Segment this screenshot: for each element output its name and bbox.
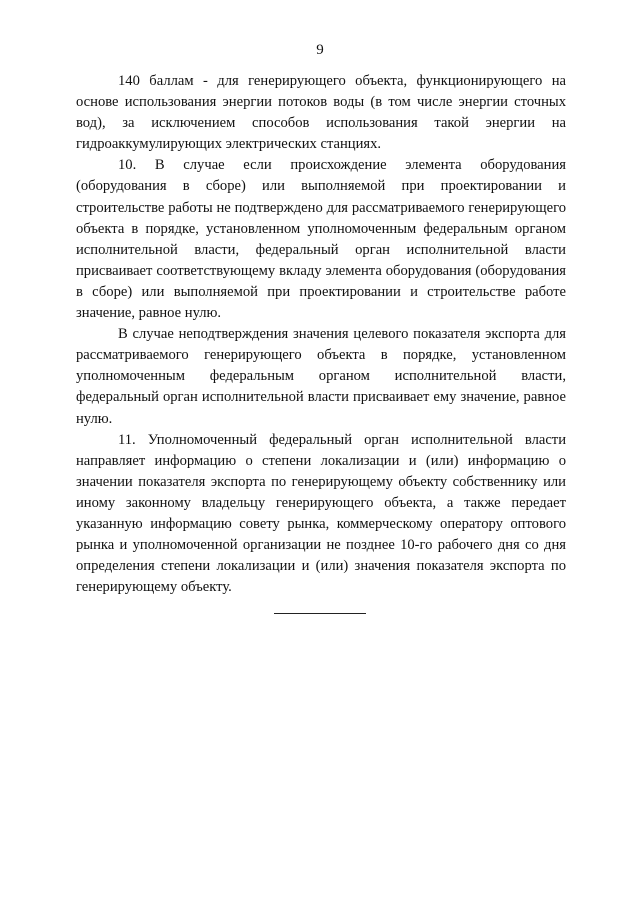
paragraph-10-unconfirmed-origin: 10. В случае если происхождение элемента оборудования (оборудования в сборе) или выполняемой при проектировании и строительстве работы не подтверждено для рассматриваемого генерирующего объекта в порядке, установленном уполномоченным федеральным органом исполнительной власти, федеральный орган исполнительной власти присваивает соответствующему вкладу элемента оборудования (оборудования в сборе) или выполняемой при проектировании и строительстве работе значение, равное нулю. bbox=[76, 157, 566, 322]
document-body bbox=[76, 71, 566, 598]
paragraph-localization-score-hydro: 140 баллам - для генерирующего объекта, функционирующего на основе использования энергии потоков воды (в том числе энергии сточных вод), за исключением способов использования такой энергии на гидроаккумулирующих электрических станциях. bbox=[76, 73, 566, 153]
page-number: 9 bbox=[316, 42, 324, 58]
paragraph-unconfirmed-export-indicator: В случае неподтверждения значения целевого показателя экспорта для рассматриваемого генерирующего объекта в порядке, установленном уполномоченным федеральным органом исполнительной власти, федеральный орган исполнительной власти присваивает ему значение, равное нулю. bbox=[76, 326, 566, 427]
paragraph-11-information-transfer: 11. Уполномоченный федеральный орган исполнительной власти направляет информацию о степени локализации и (или) информацию о значении показателя экспорта по генерирующему объекту собственнику или иному законному владельцу генерирующего объекта, а также передает указанную информацию совету рынка, коммерческому оператору оптового рынка и уполномоченной организации не позднее 10-го рабочего дня со дня определения степени локализации и (или) значения показателя экспорта по генерирующему объекту. bbox=[76, 431, 566, 596]
end-of-text-divider bbox=[274, 613, 366, 614]
